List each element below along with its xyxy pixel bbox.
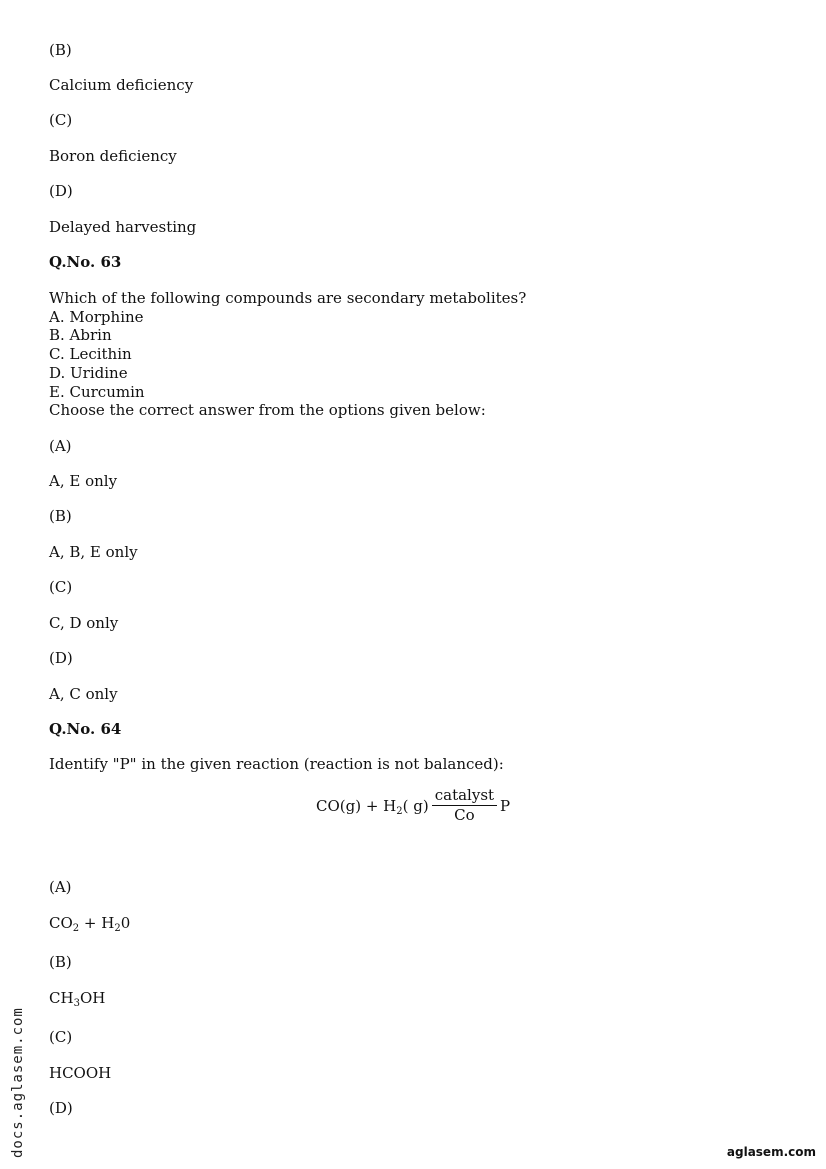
question-number: Q.No. 63 <box>49 253 122 271</box>
option-text: Boron deficiency <box>49 147 177 165</box>
question-stem: Which of the following compounds are secondary metabolites? <box>49 289 527 307</box>
footer-brand: aglasem.com <box>726 1145 816 1159</box>
option-text: $CO_2 + H_20$ <box>49 914 131 934</box>
option-text: $CH_3OH$ <box>49 989 106 1009</box>
option-text: Delayed harvesting <box>49 218 197 236</box>
catalyst-label: catalyst <box>432 787 497 806</box>
list-item: E. Curcumin <box>49 382 145 401</box>
question-instruction: Choose the correct answer from the options given below: <box>49 401 486 420</box>
option-text: C, D only <box>49 614 119 632</box>
reaction-equation <box>316 787 510 824</box>
option-label: (D) <box>49 182 73 200</box>
option-label: (D) <box>49 649 73 667</box>
list-item: C. Lecithin <box>49 345 132 364</box>
question-number: Q.No. 64 <box>49 720 122 738</box>
product: P <box>500 796 511 815</box>
list-item: A. Morphine <box>49 307 144 326</box>
list-item: B. Abrin <box>49 326 112 345</box>
option-text: A, B, E only <box>49 543 138 561</box>
option-label: (C) <box>49 1028 73 1046</box>
catalyst-arrow <box>432 787 497 824</box>
option-text: A, C only <box>49 685 118 703</box>
option-label: (B) <box>49 953 72 971</box>
option-label: (D) <box>49 1099 73 1117</box>
option-label: (B) <box>49 507 72 525</box>
option-text: Calcium deficiency <box>49 76 194 94</box>
question-stem-block <box>49 289 526 420</box>
option-text: A, E only <box>49 472 118 490</box>
reactants: $CO(g) + H_2$( g) <box>316 796 429 817</box>
option-label: (C) <box>49 578 73 596</box>
catalyst-metal: Co <box>454 806 475 824</box>
option-label: (A) <box>49 878 72 896</box>
option-text: HCOOH <box>49 1064 112 1082</box>
option-label: (C) <box>49 111 73 129</box>
option-label: (A) <box>49 437 72 455</box>
option-label: (B) <box>49 41 72 59</box>
side-watermark: docs.aglasem.com <box>10 1007 26 1158</box>
question-stem: Identify "P" in the given reaction (reaction is not balanced): <box>49 755 504 773</box>
list-item: D. Uridine <box>49 363 128 382</box>
